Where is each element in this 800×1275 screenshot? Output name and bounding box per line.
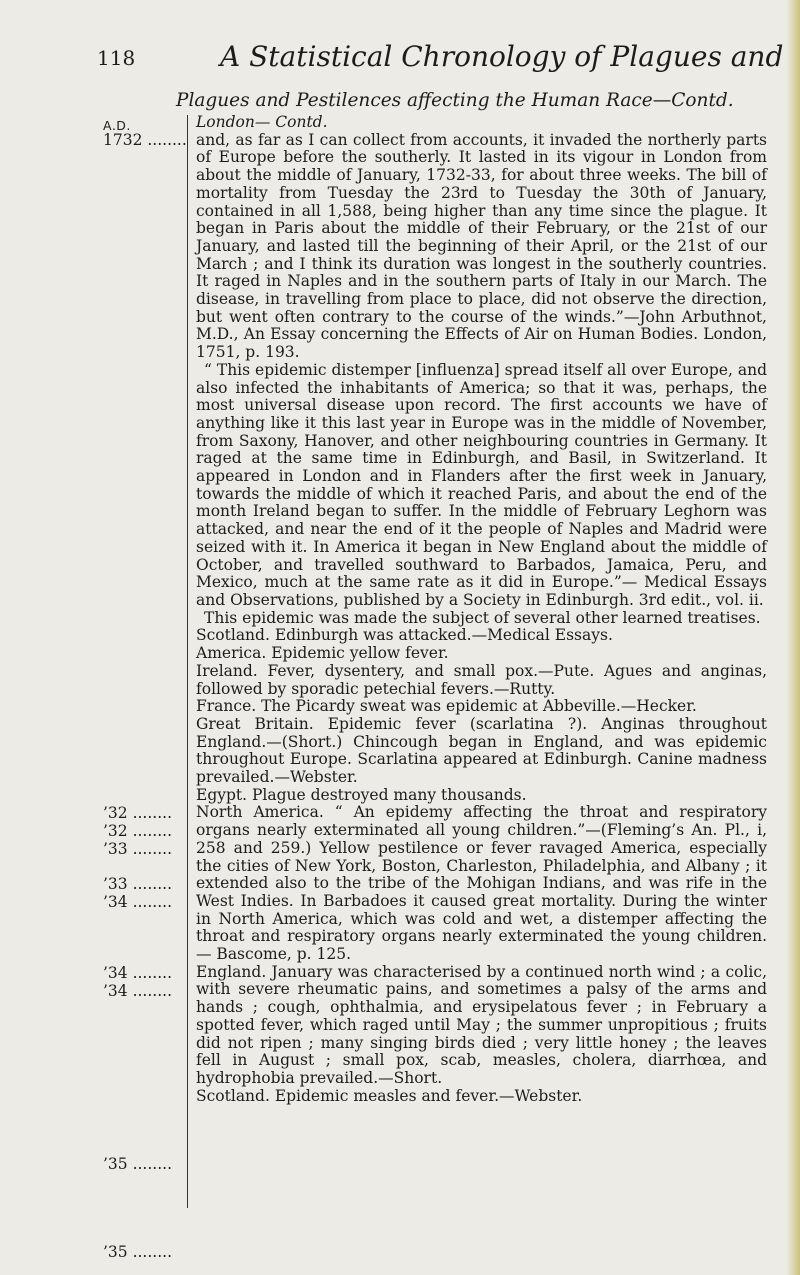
year-column-label: A.D. [103, 118, 131, 133]
entry-year: 1732 ........ [103, 132, 187, 149]
entry-paragraph: and, as far as I can collect from accounts, it invaded the northerly parts of Europe before the southerly. It lasted in its vigour in London from about the middle of January, 1732-33, for about three weeks. The bill of mortality from Tuesday the 23rd to Tuesday the 30th of January, contained in all 1,588, being higher than any time since the plague. It began in Paris about the middle of their February, or the 21st of our January, and lasted till the beginning of their April, or the 21st of our March ; and I think its duration was longest in the southerly countries. It raged in Naples and in the southern parts of Italy in our March. The disease, in travelling from place to place, did not observe the direction, but went often contrary to the course of the winds.”—John Arbuthnot, M.D., An Essay concerning the Effects of Air on Human Bodies. London, 1751, p. 193. [196, 130, 767, 362]
chronology-body [196, 114, 767, 1105]
entry-year: ’32 ........ [103, 805, 172, 822]
entry-text: England. January was characterised by a continued north wind ; a colic, with severe rheumatic pains, and sometimes a palsy of the arms and hands ; cough, ophthalmia, and erysipelatous fever ; in February a spotted fever, which raged until May ; the summer unpropitious ; fruits did not ripen ; many singing birds died ; very little honey ; the leaves fell in August ; small pox, scab, measles, cholera, diarrhœa, and hydrophobia prevailed.—Short. [196, 962, 767, 1087]
entry-year: ’34 ........ [103, 983, 172, 1000]
section-title: Plagues and Pestilences affecting the Human Race—Contd. [176, 90, 734, 111]
entry-year: ’33 ........ [103, 841, 172, 858]
entry-text: Great Britain. Epidemic fever (scarlatina ?). Anginas throughout England.—(Short.) Chincough began in England, and was epidemic throughout Europe. Scarlatina appeared at Edinburgh. Canine madness prevailed.—Webster. [196, 714, 767, 787]
running-title: A Statistical Chronology of Plagues and [220, 40, 784, 73]
entry-year: ’35 ........ [103, 1244, 172, 1261]
entry-heading: London— Contd. [196, 113, 328, 131]
entry-text: France. The Picardy sweat was epidemic at Abbeville.—Hecker. [196, 697, 697, 716]
page-header [0, 40, 800, 74]
page-number: 118 [97, 46, 136, 70]
page-edge-shadow [786, 0, 800, 1275]
column-divider [187, 115, 188, 1208]
entry-paragraph: This epidemic was made the subject of several other learned treatises. [204, 608, 761, 627]
entry-text: Ireland. Fever, dysentery, and small pox.—Pute. Agues and anginas, followed by sporadic petechial fevers.—Rutty. [196, 661, 767, 698]
entry-year: ’35 ........ [103, 1156, 172, 1173]
entry-text: America. Epidemic yellow fever. [196, 644, 449, 663]
entry-year: ’33 ........ [103, 876, 172, 893]
entry-paragraph: “ This epidemic distemper [influenza] spread itself all over Europe, and also infected the inhabitants of America; so that it was, perhaps, the most universal disease upon record. The first accounts we have of anything like it this last year in Europe was in the middle of November, from Saxony, Hanover, and other neighbouring countries in Germany. It raged at the same time in Edinburgh, and Basil, in Switzerland. It appeared in London and in Flanders after the first week in January, towards the middle of which it reached Paris, and about the end of the month Ireland began to suffer. In the middle of February Leghorn was attacked, and near the end of it the people of Naples and Madrid were seized with it. In America it began in New England about the middle of October, and travelled southward to Barbados, Jamaica, Peru, and Mexico, much at the same rate as it did in Europe.”— Medical Essays and Observations, published by a Society in Edinburgh. 3rd edit., vol. ii. [196, 360, 767, 609]
entry-text: Scotland. Epidemic measles and fever.—Webster. [196, 1086, 583, 1105]
entry-text: North America. “ An epidemy affecting the throat and respiratory organs nearly exterminated all young children.”—(Fleming’s An. Pl., i, 258 and 259.) Yellow pestilence or fever ravaged America, especially the cities of New York, Boston, Charleston, Philadelphia, and Albany ; it extended also to the tribe of the Mohigan Indians, and was rife in the West Indies. In Barbadoes it caused great mortality. During the winter in North America, which was cold and wet, a distemper affecting the throat and respiratory organs nearly exterminated the young children. — Bascome, p. 125. [196, 803, 767, 964]
entry-year: ’34 ........ [103, 965, 172, 982]
entry-text: Scotland. Edinburgh was attacked.—Medical Essays. [196, 626, 613, 645]
entry-year: ’32 ........ [103, 823, 172, 840]
entry-text: Egypt. Plague destroyed many thousands. [196, 785, 527, 804]
entry-year: ’34 ........ [103, 894, 172, 911]
